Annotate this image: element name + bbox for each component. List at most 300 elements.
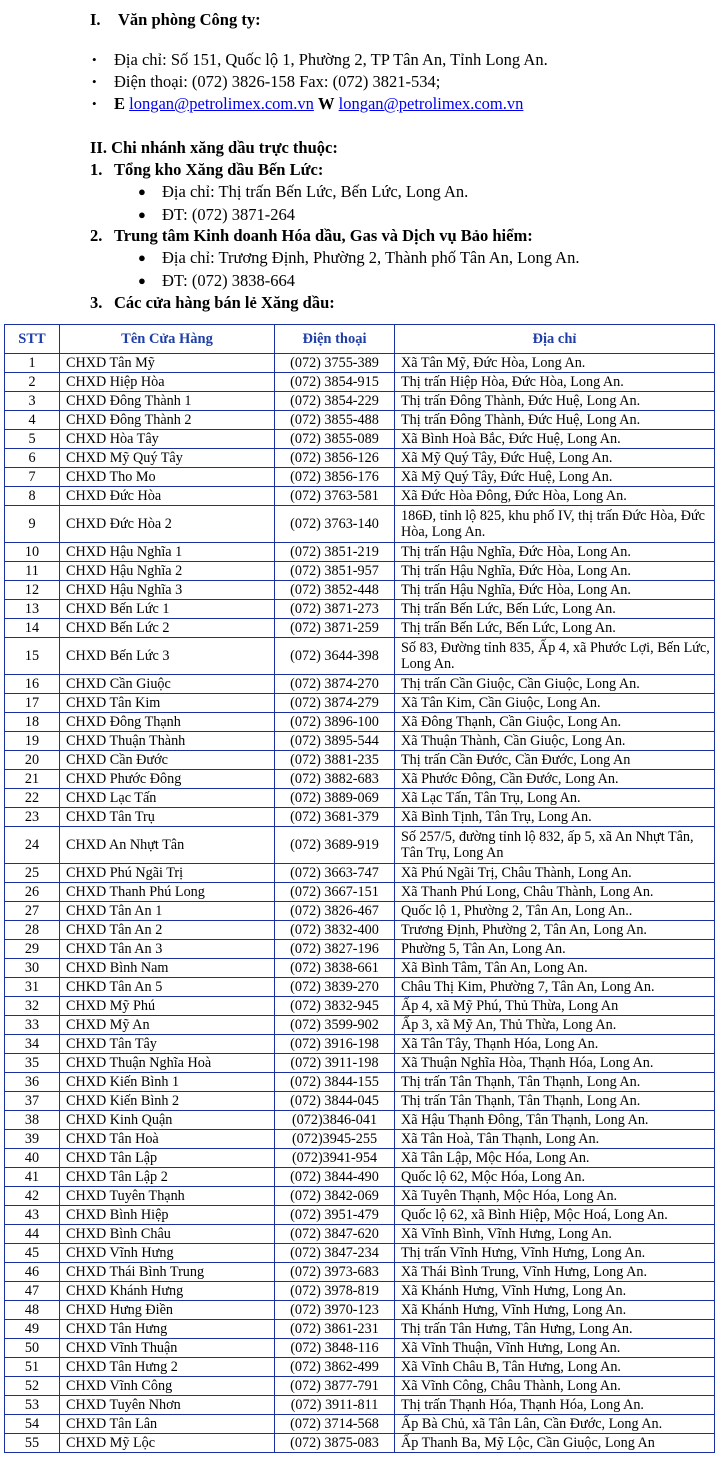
row-stt: 24	[5, 827, 60, 864]
row-phone: (072) 3911-811	[275, 1396, 395, 1415]
row-stt: 18	[5, 713, 60, 732]
row-stt: 54	[5, 1415, 60, 1434]
row-stt: 40	[5, 1149, 60, 1168]
row-phone: (072) 3874-270	[275, 675, 395, 694]
row-stt: 6	[5, 449, 60, 468]
row-phone: (072) 3856-126	[275, 449, 395, 468]
row-store-name: CHXD Vĩnh Hưng	[60, 1244, 275, 1263]
table-row	[5, 713, 715, 732]
office-contact	[114, 94, 523, 114]
row-stt: 51	[5, 1358, 60, 1377]
row-address: Xã Đông Thạnh, Cần Giuộc, Long An.	[395, 713, 715, 732]
row-address: Thị trấn Tân Thạnh, Tân Thạnh, Long An.	[395, 1073, 715, 1092]
row-phone: (072) 3855-089	[275, 430, 395, 449]
row-store-name: CHXD Tuyên Nhơn	[60, 1396, 275, 1415]
row-stt: 12	[5, 581, 60, 600]
row-phone: (072) 3973-683	[275, 1263, 395, 1282]
row-store-name: CHXD Tân Trụ	[60, 808, 275, 827]
row-phone: (072) 3848-116	[275, 1339, 395, 1358]
row-address: Xã Bình Tâm, Tân An, Long An.	[395, 959, 715, 978]
table-row	[5, 1130, 715, 1149]
item1-title: Tổng kho Xăng dầu Bến Lức:	[114, 160, 324, 179]
item1-number: 1.	[90, 160, 103, 179]
row-store-name: CHXD Khánh Hưng	[60, 1282, 275, 1301]
row-address: Thị trấn Hậu Nghĩa, Đức Hòa, Long An.	[395, 562, 715, 581]
table-row	[5, 675, 715, 694]
row-stt: 19	[5, 732, 60, 751]
row-address: Thị trấn Đông Thành, Đức Huệ, Long An.	[395, 392, 715, 411]
row-stt: 26	[5, 883, 60, 902]
table-row	[5, 1111, 715, 1130]
row-stt: 28	[5, 921, 60, 940]
row-address: 186Đ, tỉnh lộ 825, khu phố IV, thị trấn Đức Hòa, Đức Hòa, Long An.	[395, 506, 715, 543]
row-store-name: CHXD Mỹ Phú	[60, 997, 275, 1016]
office-phone: Điện thoại: (072) 3826-158 Fax: (072) 3821-534;	[114, 72, 441, 91]
table-row	[5, 1016, 715, 1035]
row-store-name: CHXD Mỹ Lộc	[60, 1434, 275, 1453]
row-store-name: CHXD Lạc Tấn	[60, 789, 275, 808]
row-store-name: CHXD Kiến Bình 2	[60, 1092, 275, 1111]
row-phone: (072) 3851-957	[275, 562, 395, 581]
row-store-name: CHXD Tân Lập	[60, 1149, 275, 1168]
table-row	[5, 1396, 715, 1415]
row-stt: 43	[5, 1206, 60, 1225]
table-row	[5, 1320, 715, 1339]
item2-address: Địa chỉ: Trương Định, Phường 2, Thành phố Tân An, Long An.	[162, 248, 580, 267]
table-row	[5, 694, 715, 713]
email-label: E	[114, 94, 126, 113]
table-row	[5, 1092, 715, 1111]
header-phone: Điện thoại	[275, 325, 395, 354]
bullet-icon: ●	[138, 273, 146, 288]
row-address: Xã Tân Lập, Mộc Hóa, Long An.	[395, 1149, 715, 1168]
section2-heading: II. Chi nhánh xăng dầu trực thuộc:	[90, 138, 338, 157]
row-stt: 7	[5, 468, 60, 487]
table-row	[5, 1054, 715, 1073]
row-address: Xã Thanh Phú Long, Châu Thành, Long An.	[395, 883, 715, 902]
row-store-name: CHXD Tân Hưng	[60, 1320, 275, 1339]
row-stt: 5	[5, 430, 60, 449]
row-address: Thị trấn Hiệp Hòa, Đức Hòa, Long An.	[395, 373, 715, 392]
row-address: Xã Lạc Tấn, Tân Trụ, Long An.	[395, 789, 715, 808]
table-row	[5, 940, 715, 959]
row-address: Xã Tân Mỹ, Đức Hòa, Long An.	[395, 354, 715, 373]
row-address: Trương Định, Phường 2, Tân An, Long An.	[395, 921, 715, 940]
row-address: Ấp 4, xã Mỹ Phú, Thủ Thừa, Long An	[395, 997, 715, 1016]
row-store-name: CHXD Thanh Phú Long	[60, 883, 275, 902]
row-phone: (072) 3832-945	[275, 997, 395, 1016]
row-store-name: CHXD Kinh Quận	[60, 1111, 275, 1130]
row-stt: 4	[5, 411, 60, 430]
row-address: Xã Đức Hòa Đông, Đức Hòa, Long An.	[395, 487, 715, 506]
row-stt: 42	[5, 1187, 60, 1206]
row-stt: 30	[5, 959, 60, 978]
table-row	[5, 468, 715, 487]
row-phone: (072) 3871-273	[275, 600, 395, 619]
row-phone: (072) 3667-151	[275, 883, 395, 902]
row-phone: (072) 3844-045	[275, 1092, 395, 1111]
row-stt: 29	[5, 940, 60, 959]
row-store-name: CHXD Tho Mo	[60, 468, 275, 487]
table-row	[5, 373, 715, 392]
table-row	[5, 1187, 715, 1206]
table-row	[5, 638, 715, 675]
table-row	[5, 411, 715, 430]
row-address: Thị trấn Hậu Nghĩa, Đức Hòa, Long An.	[395, 543, 715, 562]
row-store-name: CHXD Tân An 3	[60, 940, 275, 959]
row-phone: (072)3941-954	[275, 1149, 395, 1168]
row-stt: 3	[5, 392, 60, 411]
row-store-name: CHXD Bến Lức 3	[60, 638, 275, 675]
row-store-name: CHXD Kiến Bình 1	[60, 1073, 275, 1092]
email-link[interactable]: longan@petrolimex.com.vn	[129, 94, 314, 113]
table-row	[5, 506, 715, 543]
row-address: Phường 5, Tân An, Long An.	[395, 940, 715, 959]
row-store-name: CHXD Đức Hòa	[60, 487, 275, 506]
bullet-icon: ●	[138, 250, 146, 265]
row-phone: (072) 3896-100	[275, 713, 395, 732]
row-store-name: CHXD Bến Lức 2	[60, 619, 275, 638]
row-stt: 8	[5, 487, 60, 506]
table-row	[5, 902, 715, 921]
row-store-name: CHXD Bình Châu	[60, 1225, 275, 1244]
row-stt: 49	[5, 1320, 60, 1339]
table-row	[5, 827, 715, 864]
row-address: Số 83, Đường tỉnh 835, Ấp 4, xã Phước Lợi, Bến Lức, Long An.	[395, 638, 715, 675]
row-stt: 38	[5, 1111, 60, 1130]
row-address: Thị trấn Vĩnh Hưng, Vĩnh Hưng, Long An.	[395, 1244, 715, 1263]
row-stt: 10	[5, 543, 60, 562]
row-phone: (072) 3839-270	[275, 978, 395, 997]
bullet-icon: ●	[138, 207, 146, 222]
row-store-name: CHXD Đông Thành 1	[60, 392, 275, 411]
row-stt: 32	[5, 997, 60, 1016]
row-address: Thị trấn Bến Lức, Bến Lức, Long An.	[395, 619, 715, 638]
table-row	[5, 1168, 715, 1187]
row-phone: (072) 3827-196	[275, 940, 395, 959]
table-row	[5, 1149, 715, 1168]
row-store-name: CHXD Hậu Nghĩa 2	[60, 562, 275, 581]
row-phone: (072) 3856-176	[275, 468, 395, 487]
row-store-name: CHXD Vĩnh Công	[60, 1377, 275, 1396]
table-row	[5, 1263, 715, 1282]
row-stt: 35	[5, 1054, 60, 1073]
row-stt: 55	[5, 1434, 60, 1453]
row-address: Xã Phú Ngãi Trị, Châu Thành, Long An.	[395, 864, 715, 883]
row-phone: (072) 3862-499	[275, 1358, 395, 1377]
row-stt: 13	[5, 600, 60, 619]
section1-number: I.	[90, 10, 101, 29]
row-stt: 1	[5, 354, 60, 373]
row-address: Số 257/5, đường tỉnh lộ 832, ấp 5, xã An Nhựt Tân, Tân Trụ, Long An	[395, 827, 715, 864]
row-address: Xã Thuận Nghĩa Hòa, Thạnh Hóa, Long An.	[395, 1054, 715, 1073]
row-address: Xã Mỹ Quý Tây, Đức Huệ, Long An.	[395, 468, 715, 487]
row-stt: 36	[5, 1073, 60, 1092]
row-stt: 50	[5, 1339, 60, 1358]
table-row	[5, 978, 715, 997]
row-store-name: CHXD Vĩnh Thuận	[60, 1339, 275, 1358]
row-phone: (072) 3847-620	[275, 1225, 395, 1244]
table-row	[5, 1415, 715, 1434]
row-stt: 37	[5, 1092, 60, 1111]
bullet-icon: ●	[138, 184, 146, 199]
table-row	[5, 487, 715, 506]
row-address: Xã Phước Đông, Cần Đước, Long An.	[395, 770, 715, 789]
row-stt: 44	[5, 1225, 60, 1244]
row-phone: (072) 3847-234	[275, 1244, 395, 1263]
table-row	[5, 1282, 715, 1301]
header-stt: STT	[5, 325, 60, 354]
row-store-name: CHXD Bình Nam	[60, 959, 275, 978]
row-phone: (072) 3854-915	[275, 373, 395, 392]
row-stt: 20	[5, 751, 60, 770]
row-store-name: CHXD Phú Ngãi Trị	[60, 864, 275, 883]
row-address: Thị trấn Tân Hưng, Tân Hưng, Long An.	[395, 1320, 715, 1339]
row-phone: (072) 3916-198	[275, 1035, 395, 1054]
table-row	[5, 1035, 715, 1054]
row-store-name: CHXD Hòa Tây	[60, 430, 275, 449]
row-address: Ấp Thanh Ba, Mỹ Lộc, Cần Giuộc, Long An	[395, 1434, 715, 1453]
row-stt: 34	[5, 1035, 60, 1054]
row-phone: (072) 3875-083	[275, 1434, 395, 1453]
row-store-name: CHXD Tân An 2	[60, 921, 275, 940]
row-address: Thị trấn Hậu Nghĩa, Đức Hòa, Long An.	[395, 581, 715, 600]
row-phone: (072) 3689-919	[275, 827, 395, 864]
office-address: Địa chỉ: Số 151, Quốc lộ 1, Phường 2, TP Tân An, Tỉnh Long An.	[114, 50, 548, 69]
row-store-name: CHXD Tuyên Thạnh	[60, 1187, 275, 1206]
table-row	[5, 732, 715, 751]
row-stt: 39	[5, 1130, 60, 1149]
table-row	[5, 789, 715, 808]
item2-number: 2.	[90, 226, 103, 245]
row-address: Châu Thị Kim, Phường 7, Tân An, Long An.	[395, 978, 715, 997]
table-row	[5, 1434, 715, 1453]
row-stt: 48	[5, 1301, 60, 1320]
row-stt: 9	[5, 506, 60, 543]
row-phone: (072) 3854-229	[275, 392, 395, 411]
row-phone: (072) 3874-279	[275, 694, 395, 713]
row-store-name: CHXD Hiệp Hòa	[60, 373, 275, 392]
row-phone: (072) 3861-231	[275, 1320, 395, 1339]
row-store-name: CHXD Đông Thành 2	[60, 411, 275, 430]
row-store-name: CHXD Mỹ Quý Tây	[60, 449, 275, 468]
bullet-icon: •	[92, 96, 97, 111]
table-row	[5, 1339, 715, 1358]
item2-title: Trung tâm Kinh doanh Hóa dầu, Gas và Dịch vụ Bảo hiểm:	[114, 226, 533, 245]
row-address: Xã Khánh Hưng, Vĩnh Hưng, Long An.	[395, 1301, 715, 1320]
web-label: W	[318, 94, 335, 113]
row-address: Quốc lộ 62, Mộc Hóa, Long An.	[395, 1168, 715, 1187]
row-store-name: CHXD Đức Hòa 2	[60, 506, 275, 543]
row-store-name: CHXD Tân Hưng 2	[60, 1358, 275, 1377]
row-phone: (072) 3832-400	[275, 921, 395, 940]
table-row	[5, 959, 715, 978]
row-store-name: CHXD Hậu Nghĩa 1	[60, 543, 275, 562]
row-address: Xã Tân Hoà, Tân Thạnh, Long An.	[395, 1130, 715, 1149]
table-row	[5, 543, 715, 562]
row-store-name: CHXD Tân Hoà	[60, 1130, 275, 1149]
row-stt: 14	[5, 619, 60, 638]
row-phone: (072) 3978-819	[275, 1282, 395, 1301]
row-stt: 11	[5, 562, 60, 581]
row-phone: (072) 3911-198	[275, 1054, 395, 1073]
row-address: Xã Tân Tây, Thạnh Hóa, Long An.	[395, 1035, 715, 1054]
row-store-name: CHXD Thuận Nghĩa Hoà	[60, 1054, 275, 1073]
row-store-name: CHXD Bình Hiệp	[60, 1206, 275, 1225]
table-row	[5, 808, 715, 827]
row-store-name: CHXD Hậu Nghĩa 3	[60, 581, 275, 600]
row-address: Xã Vĩnh Châu B, Tân Hưng, Long An.	[395, 1358, 715, 1377]
table-row	[5, 921, 715, 940]
table-row	[5, 619, 715, 638]
item3-number: 3.	[90, 293, 103, 312]
row-stt: 22	[5, 789, 60, 808]
row-stt: 2	[5, 373, 60, 392]
row-address: Thị trấn Thạnh Hóa, Thạnh Hóa, Long An.	[395, 1396, 715, 1415]
row-phone: (072) 3763-140	[275, 506, 395, 543]
item1-phone: ĐT: (072) 3871-264	[162, 205, 295, 224]
row-phone: (072) 3842-069	[275, 1187, 395, 1206]
row-store-name: CHXD Mỹ An	[60, 1016, 275, 1035]
row-phone: (072) 3681-379	[275, 808, 395, 827]
row-stt: 53	[5, 1396, 60, 1415]
row-store-name: CHXD Cần Đước	[60, 751, 275, 770]
row-address: Xã Mỹ Quý Tây, Đức Huệ, Long An.	[395, 449, 715, 468]
table-header-row	[5, 325, 715, 354]
row-address: Xã Hậu Thạnh Đông, Tân Thạnh, Long An.	[395, 1111, 715, 1130]
row-stt: 41	[5, 1168, 60, 1187]
table-row	[5, 770, 715, 789]
table-row	[5, 392, 715, 411]
bullet-icon: •	[92, 74, 97, 89]
row-store-name: CHKD Tân An 5	[60, 978, 275, 997]
header-address: Địa chỉ	[395, 325, 715, 354]
row-store-name: CHXD Tân An 1	[60, 902, 275, 921]
row-stt: 23	[5, 808, 60, 827]
row-phone: (072) 3951-479	[275, 1206, 395, 1225]
row-store-name: CHXD Tân Lập 2	[60, 1168, 275, 1187]
row-address: Quốc lộ 62, xã Bình Hiệp, Mộc Hoá, Long An.	[395, 1206, 715, 1225]
item3-title: Các cửa hàng bán lẻ Xăng dầu:	[114, 293, 335, 312]
row-address: Xã Tuyên Thạnh, Mộc Hóa, Long An.	[395, 1187, 715, 1206]
row-stt: 46	[5, 1263, 60, 1282]
table-row	[5, 864, 715, 883]
row-stt: 25	[5, 864, 60, 883]
table-row	[5, 1206, 715, 1225]
row-address: Xã Bình Hoà Bắc, Đức Huệ, Long An.	[395, 430, 715, 449]
row-stt: 33	[5, 1016, 60, 1035]
row-store-name: CHXD Tân Lân	[60, 1415, 275, 1434]
row-stt: 52	[5, 1377, 60, 1396]
table-row	[5, 751, 715, 770]
row-address: Xã Thái Bình Trung, Vĩnh Hưng, Long An.	[395, 1263, 715, 1282]
row-address: Ấp Bà Chủ, xã Tân Lân, Cần Đước, Long An.	[395, 1415, 715, 1434]
row-phone: (072) 3852-448	[275, 581, 395, 600]
row-address: Xã Vĩnh Công, Châu Thành, Long An.	[395, 1377, 715, 1396]
row-phone: (072) 3663-747	[275, 864, 395, 883]
row-phone: (072)3945-255	[275, 1130, 395, 1149]
row-phone: (072) 3877-791	[275, 1377, 395, 1396]
bullet-icon: •	[92, 52, 97, 67]
row-address: Ấp 3, xã Mỹ An, Thủ Thừa, Long An.	[395, 1016, 715, 1035]
table-row	[5, 354, 715, 373]
row-phone: (072) 3714-568	[275, 1415, 395, 1434]
store-table	[4, 324, 715, 1453]
row-store-name: CHXD Tân Mỹ	[60, 354, 275, 373]
row-phone: (072) 3855-488	[275, 411, 395, 430]
table-row	[5, 600, 715, 619]
table-row	[5, 581, 715, 600]
table-row	[5, 883, 715, 902]
row-stt: 31	[5, 978, 60, 997]
row-address: Thị trấn Cần Giuộc, Cần Giuộc, Long An.	[395, 675, 715, 694]
table-row	[5, 1244, 715, 1263]
row-stt: 27	[5, 902, 60, 921]
row-phone: (072) 3844-490	[275, 1168, 395, 1187]
row-phone: (072) 3871-259	[275, 619, 395, 638]
row-store-name: CHXD An Nhựt Tân	[60, 827, 275, 864]
row-store-name: CHXD Cần Giuộc	[60, 675, 275, 694]
row-phone: (072) 3755-389	[275, 354, 395, 373]
row-address: Xã Bình Tịnh, Tân Trụ, Long An.	[395, 808, 715, 827]
row-phone: (072) 3882-683	[275, 770, 395, 789]
table-row	[5, 1073, 715, 1092]
row-store-name: CHXD Phước Đông	[60, 770, 275, 789]
table-row	[5, 1358, 715, 1377]
table-row	[5, 997, 715, 1016]
row-address: Thị trấn Bến Lức, Bến Lức, Long An.	[395, 600, 715, 619]
row-store-name: CHXD Thái Bình Trung	[60, 1263, 275, 1282]
table-row	[5, 1301, 715, 1320]
row-stt: 15	[5, 638, 60, 675]
row-store-name: CHXD Đông Thạnh	[60, 713, 275, 732]
row-address: Thị trấn Tân Thạnh, Tân Thạnh, Long An.	[395, 1092, 715, 1111]
table-row	[5, 430, 715, 449]
row-stt: 45	[5, 1244, 60, 1263]
row-phone: (072) 3838-661	[275, 959, 395, 978]
row-phone: (072) 3826-467	[275, 902, 395, 921]
row-phone: (072) 3881-235	[275, 751, 395, 770]
row-phone: (072) 3599-902	[275, 1016, 395, 1035]
table-row	[5, 1225, 715, 1244]
row-address: Xã Vĩnh Bình, Vĩnh Hưng, Long An.	[395, 1225, 715, 1244]
row-phone: (072) 3763-581	[275, 487, 395, 506]
row-store-name: CHXD Hưng Điền	[60, 1301, 275, 1320]
item2-phone: ĐT: (072) 3838-664	[162, 271, 295, 290]
web-link[interactable]: longan@petrolimex.com.vn	[338, 94, 524, 113]
row-address: Quốc lộ 1, Phường 2, Tân An, Long An..	[395, 902, 715, 921]
table-row	[5, 449, 715, 468]
row-stt: 21	[5, 770, 60, 789]
row-phone: (072) 3851-219	[275, 543, 395, 562]
row-store-name: CHXD Tân Kim	[60, 694, 275, 713]
row-phone: (072) 3889-069	[275, 789, 395, 808]
row-store-name: CHXD Thuận Thành	[60, 732, 275, 751]
row-address: Xã Tân Kim, Cần Giuộc, Long An.	[395, 694, 715, 713]
row-address: Thị trấn Cần Đước, Cần Đước, Long An	[395, 751, 715, 770]
row-phone: (072) 3895-544	[275, 732, 395, 751]
table-row	[5, 562, 715, 581]
row-address: Xã Khánh Hưng, Vĩnh Hưng, Long An.	[395, 1282, 715, 1301]
table-row	[5, 1377, 715, 1396]
row-store-name: CHXD Tân Tây	[60, 1035, 275, 1054]
row-phone: (072) 3844-155	[275, 1073, 395, 1092]
header-store-name: Tên Cửa Hàng	[60, 325, 275, 354]
row-phone: (072) 3970-123	[275, 1301, 395, 1320]
row-stt: 16	[5, 675, 60, 694]
item1-address: Địa chỉ: Thị trấn Bến Lức, Bến Lức, Long An.	[162, 182, 469, 201]
row-address: Thị trấn Đông Thành, Đức Huệ, Long An.	[395, 411, 715, 430]
